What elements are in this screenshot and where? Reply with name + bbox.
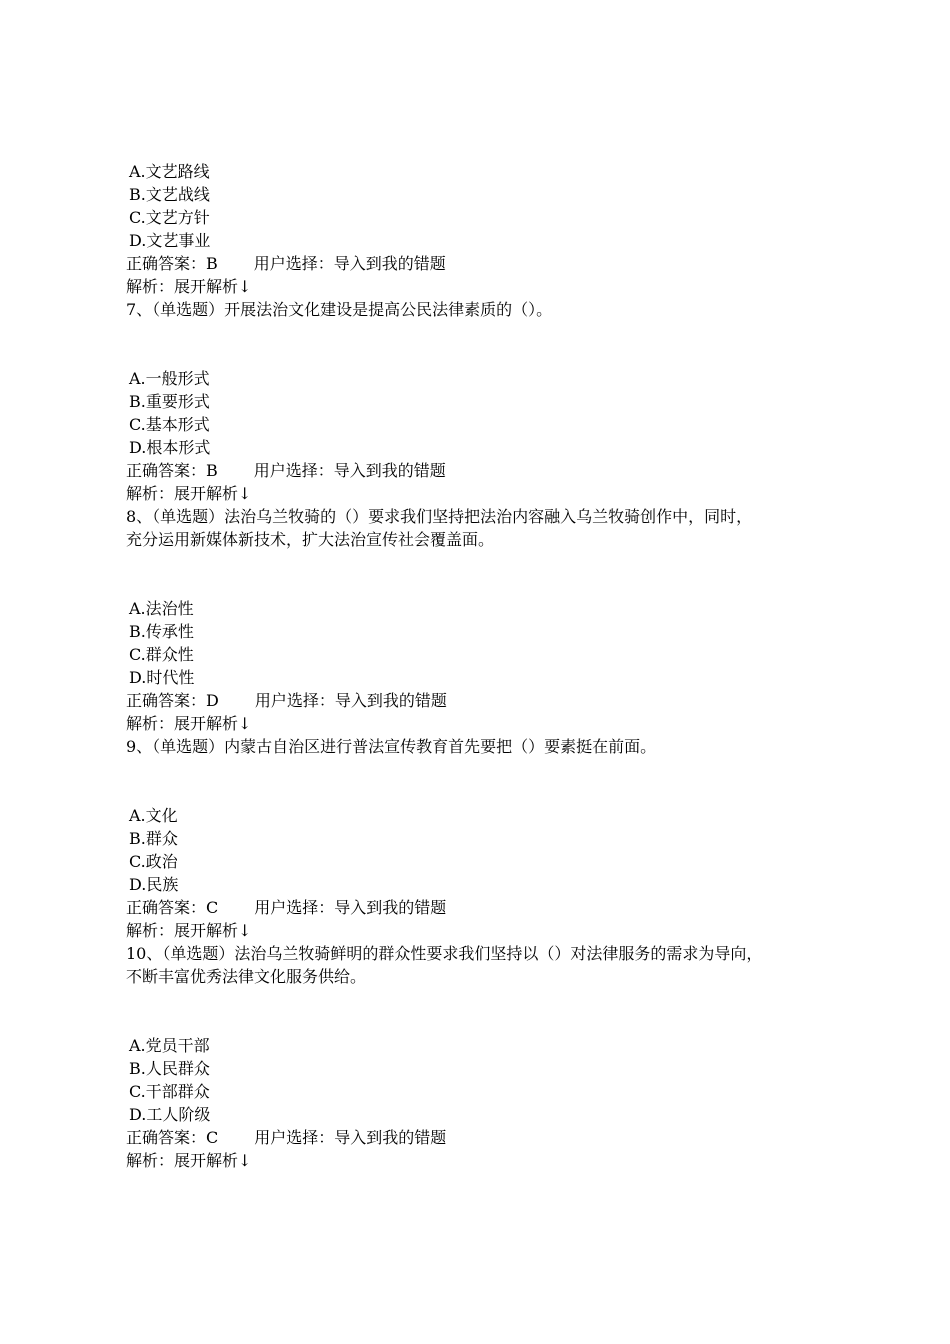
question-9-block	[126, 735, 846, 942]
answer-row	[126, 689, 846, 712]
correct-answer: 正确答案：B	[126, 254, 218, 273]
option-a: A.文化	[129, 806, 178, 825]
option-c: C.群众性	[129, 645, 194, 664]
user-choice: 用户选择：导入到我的错题	[254, 898, 447, 917]
correct-answer: 正确答案：D	[126, 691, 219, 710]
expand-analysis-link[interactable]: 解析：展开解析↓	[126, 1151, 252, 1170]
question-text: 9、（单选题）内蒙古自治区进行普法宣传教育首先要把（）要素挺在前面。	[126, 737, 657, 756]
option-b: B.群众	[129, 829, 178, 848]
user-choice: 用户选择：导入到我的错题	[254, 1128, 447, 1147]
user-choice: 用户选择：导入到我的错题	[254, 691, 447, 710]
exam-document	[126, 160, 846, 1172]
answer-row	[126, 1126, 846, 1149]
option-d: D.根本形式	[129, 438, 211, 457]
question-text-line1: 8、（单选题）法治乌兰牧骑的（）要求我们坚持把法治内容融入乌兰牧骑创作中，同时，	[126, 507, 753, 526]
question-8-block	[126, 505, 846, 735]
correct-answer: 正确答案：B	[126, 461, 218, 480]
option-b: B.文艺战线	[129, 185, 210, 204]
option-d: D.民族	[129, 875, 179, 894]
user-choice: 用户选择：导入到我的错题	[253, 254, 446, 273]
option-c: C.文艺方针	[129, 208, 210, 227]
option-a: A.文艺路线	[129, 162, 210, 181]
option-d: D.文艺事业	[129, 231, 211, 250]
answer-row	[126, 896, 846, 919]
option-a: A.党员干部	[129, 1036, 210, 1055]
correct-answer: 正确答案：C	[126, 898, 219, 917]
option-d: D.工人阶级	[129, 1105, 211, 1124]
expand-analysis-link[interactable]: 解析：展开解析↓	[126, 714, 252, 733]
expand-analysis-link[interactable]: 解析：展开解析↓	[126, 277, 252, 296]
expand-analysis-link[interactable]: 解析：展开解析↓	[126, 484, 252, 503]
question-7-block	[126, 298, 846, 505]
user-choice: 用户选择：导入到我的错题	[253, 461, 446, 480]
option-b: B.传承性	[129, 622, 194, 641]
expand-analysis-link[interactable]: 解析：展开解析↓	[126, 921, 252, 940]
option-a: A.法治性	[129, 599, 194, 618]
option-b: B.人民群众	[129, 1059, 210, 1078]
option-c: C.基本形式	[129, 415, 210, 434]
question-6-block	[126, 160, 846, 298]
question-text-line2: 充分运用新媒体新技术，扩大法治宣传社会覆盖面。	[126, 530, 495, 549]
option-c: C.干部群众	[129, 1082, 210, 1101]
question-text-line2: 不断丰富优秀法律文化服务供给。	[126, 967, 367, 986]
correct-answer: 正确答案：C	[126, 1128, 219, 1147]
answer-row	[126, 459, 846, 482]
option-a: A.一般形式	[129, 369, 210, 388]
option-b: B.重要形式	[129, 392, 210, 411]
option-c: C.政治	[129, 852, 178, 871]
answer-row	[126, 252, 846, 275]
question-10-block	[126, 942, 846, 1172]
option-d: D.时代性	[129, 668, 195, 687]
question-text: 7、（单选题）开展法治文化建设是提高公民法律素质的（）。	[126, 300, 553, 319]
question-text-line1: 10、（单选题）法治乌兰牧骑鲜明的群众性要求我们坚持以（）对法律服务的需求为导向，	[126, 944, 763, 963]
